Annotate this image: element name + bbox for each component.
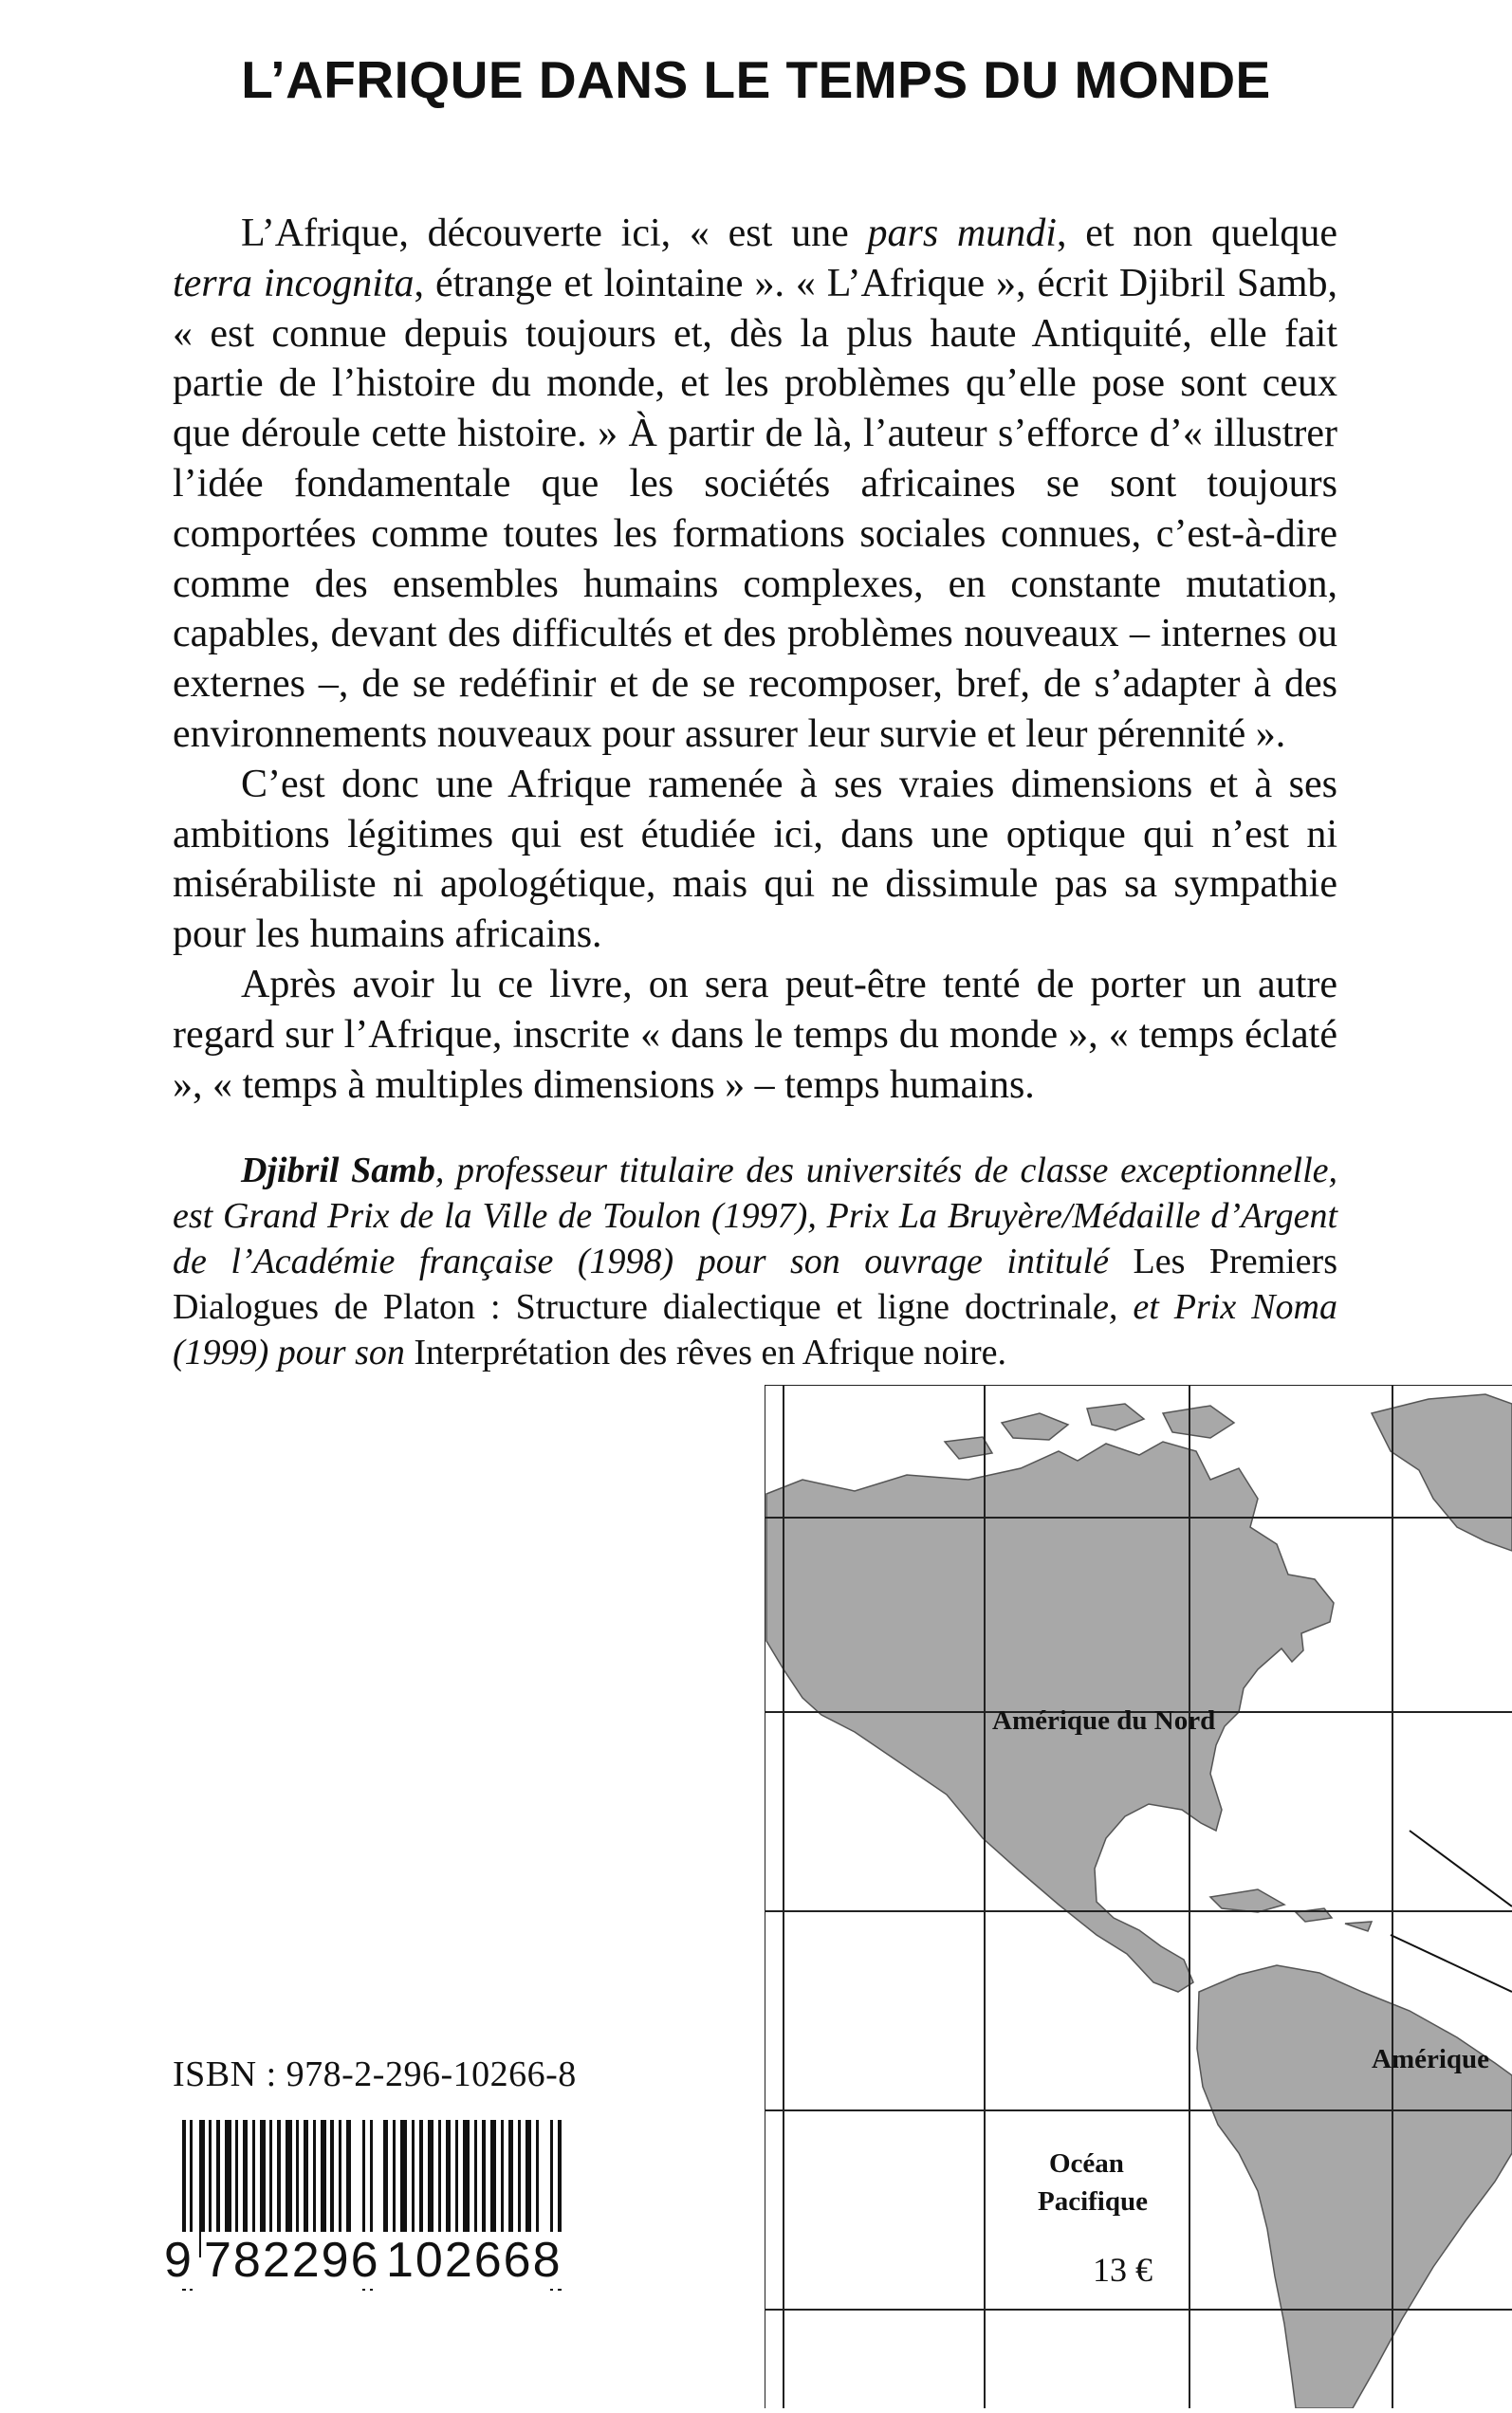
price: 13 € xyxy=(1093,2251,1152,2289)
isbn: ISBN : 978-2-296-10266-8 xyxy=(173,2054,577,2094)
paragraph-2: C’est donc une Afrique ramenée à ses vraies dimensions et à ses ambitions légitimes qui est étudiée ici, dans une optique qui n’est ni misérabiliste ni apologétique, mais qui ne dissimule pas sa sympathie pour les humains africains. xyxy=(173,762,1337,957)
arctic-island-2 xyxy=(1087,1404,1144,1430)
map-label-north-america: Amérique du Nord xyxy=(992,1705,1216,1736)
barcode-digits-left: 782296 xyxy=(201,2232,383,2289)
bio-text-1: , professeur titulaire des universités de classe exceptionnelle, est Grand Prix de la Ville de Toulon (1997), Prix La Bruyère/Médaille d’Argent de l’Académie française (1998) pour son ouvrage intitulé xyxy=(173,1151,1338,1281)
map-label-ocean: Océan xyxy=(1049,2148,1124,2179)
paragraph-1 xyxy=(173,209,1337,760)
book-title: L’AFRIQUE DANS LE TEMPS DU MONDE xyxy=(241,50,1271,109)
map-label-south-america: Amérique xyxy=(1372,2044,1490,2074)
map-label-pacific: Pacifique xyxy=(1038,2186,1148,2217)
p1-text-e: , étrange et lointaine ». « L’Afrique », écrit Djibril Samb, « est connue depuis toujours et, dès la plus haute Antiquité, elle fait partie de l’histoire du monde, et les problèmes qu’elle pose sont ceux que déroule cette histoire. » À partir de là, l’auteur s’efforce d’« illustrer l’idée fondamentale que les sociétés africaines se sont toujours comportées comme toutes les formations sociales connues, c’est-à-dire comme des ensembles humains complexes, en constante mutation, capables, devant des difficultés et des problèmes nouveaux – internes ou externes –, de se redéfinir et de se recomposer, bref, de s’adapter à des environnements nouveaux pour assurer leur survie et leur pérennité ». xyxy=(173,261,1337,756)
arctic-island-1 xyxy=(1002,1413,1068,1440)
blurb xyxy=(173,209,1337,1110)
caribbean-island-1 xyxy=(1210,1889,1284,1912)
arctic-island-3 xyxy=(1163,1406,1234,1438)
bio-paragraph xyxy=(173,1148,1337,1375)
bio-text-3: . xyxy=(997,1333,1007,1372)
paragraph-3: Après avoir lu ce livre, on sera peut-être tenté de porter un autre regard sur l’Afrique, inscrite « dans le temps du monde », « temps éclaté », « temps à multiples dimensions » – temps humains. xyxy=(173,962,1337,1107)
barcode-first-digit: 9 xyxy=(161,2232,194,2289)
p1-latin-pars-mundi: pars mundi xyxy=(867,212,1057,255)
p1-latin-terra-incognita: terra incognita xyxy=(173,261,415,305)
p1-text-c: , et non quelque xyxy=(1056,212,1337,255)
bio-book-1: Les Premiers Dialogues de Platon : Structure dialectique et ligne doctrinal xyxy=(173,1242,1337,1327)
p1-text-a: L’Afrique, découverte ici, « est une xyxy=(241,212,868,255)
barcode-digits-right: 102668 xyxy=(383,2232,565,2289)
author-name: Djibril Samb xyxy=(241,1151,435,1190)
caribbean-island-3 xyxy=(1345,1922,1372,1931)
south-america-shape xyxy=(1197,1965,1512,2408)
author-bio xyxy=(173,1148,1337,1375)
bio-text-2: e, et Prix Noma (1999) pour son xyxy=(173,1287,1337,1372)
bio-book-2: Interprétation des rêves en Afrique noire xyxy=(414,1333,998,1372)
